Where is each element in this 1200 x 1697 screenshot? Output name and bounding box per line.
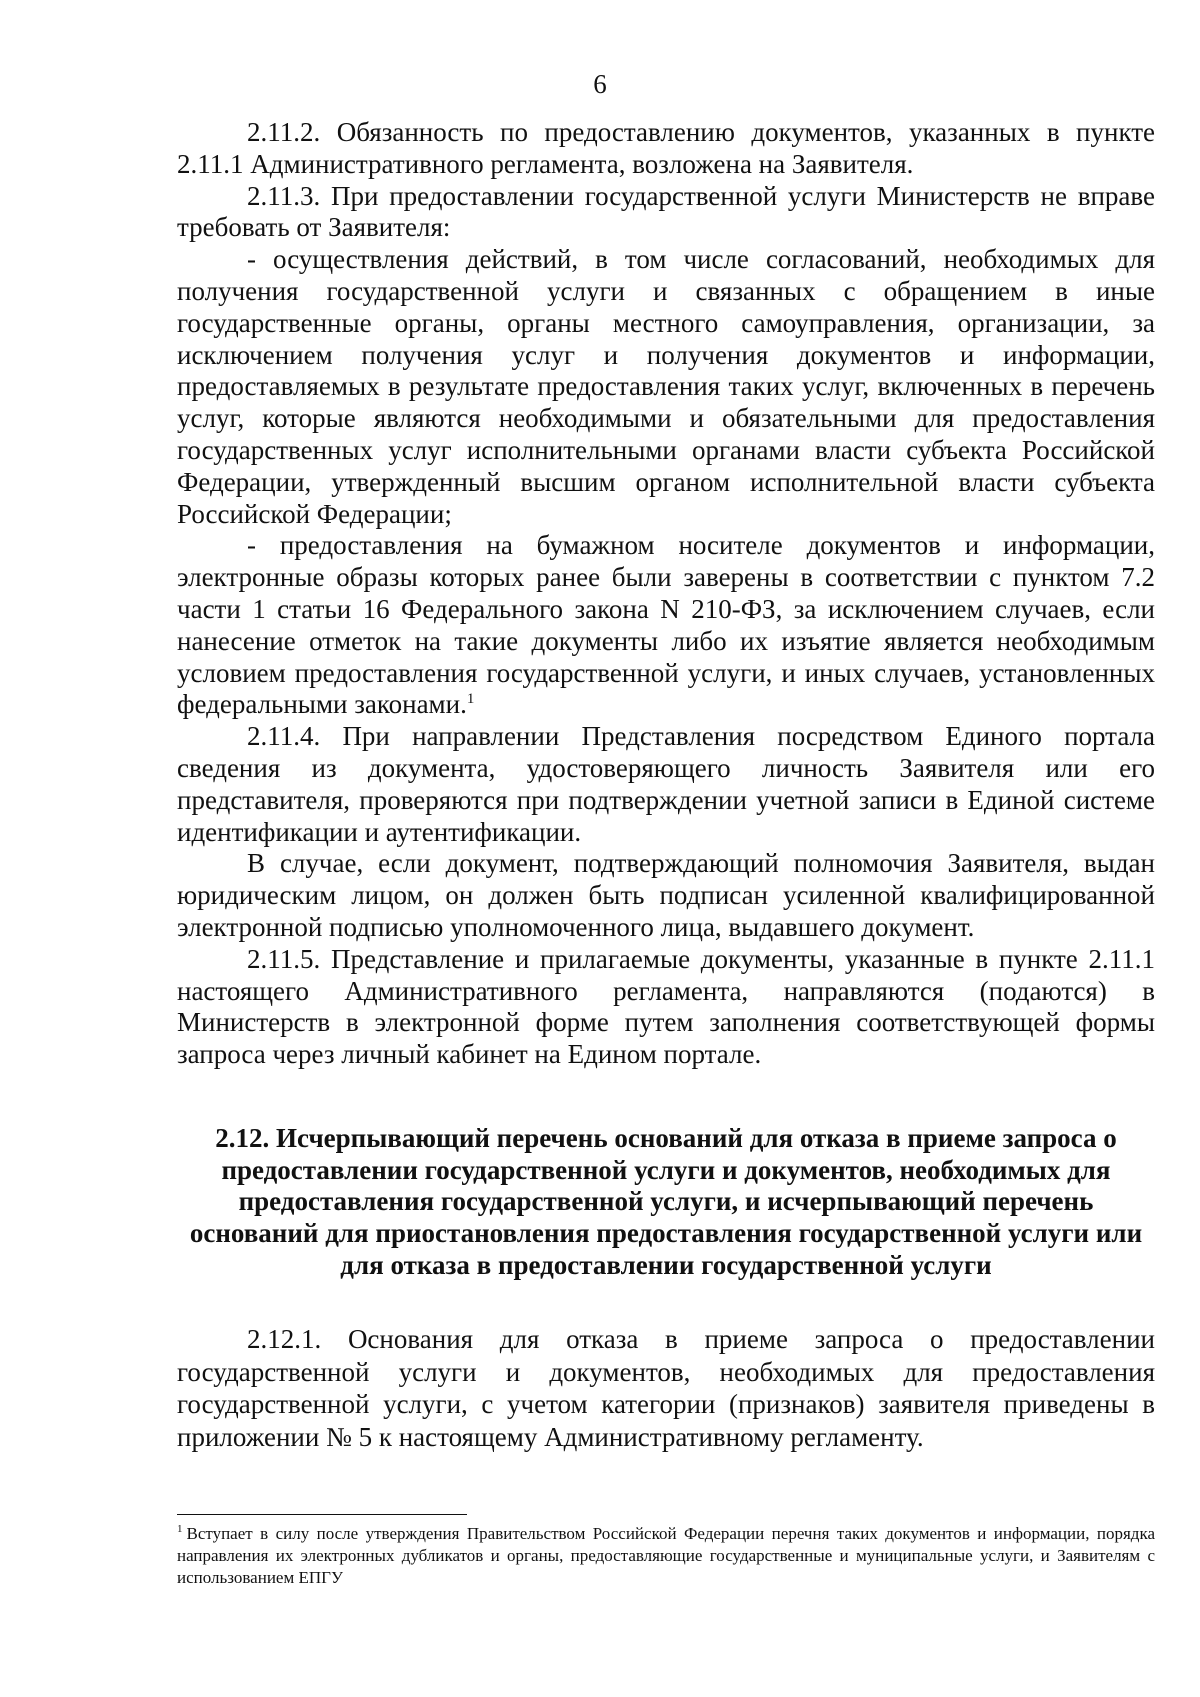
footnote-separator	[177, 1514, 467, 1515]
paragraph-2-11-4: 2.11.4. При направлении Представления посредством Единого портала сведения из документа, удостоверяющего личность Заявителя или его представителя, проверяются при подтверждении учетной записи в Единой системе идентификации и аутентификации.	[177, 721, 1155, 847]
footnote-text: Вступает в силу после утверждения Правительством Российской Федерации перечня таких документов и информации, порядка направления их электронных дубликатов и органы, предоставляющие государственные и муниципальные услуги, и Заявителям с использованием ЕПГУ	[177, 1524, 1155, 1587]
footnote	[177, 1523, 1155, 1589]
paragraph-2-11-3: 2.11.3. При предоставлении государственной услуги Министерств не вправе требовать от Заявителя:	[177, 180, 1155, 243]
section-2-12-heading: 2.12. Исчерпывающий перечень оснований для отказа в приеме запроса о предоставлении государственной услуги и документов, необходимых для предоставления государственной услуги, и исчерпывающий перечень оснований для приостановления предоставления государственной услуги или для отказа в предоставлении государственной услуги	[189, 1123, 1143, 1280]
page-number: 6	[593, 69, 607, 99]
section-2-12-body	[177, 1323, 1155, 1453]
list-item-paper-documents-text: - предоставления на бумажном носителе документов и информации, электронные образы которых ранее были заверены в соответствии с пунктом 7.2 части 1 статьи 16 Федерального закона N 210-ФЗ, за исключением случаев, если нанесение отметок на такие документы либо их изъятие является необходимым условием предоставления государственной услуги, и иных случаев, установленных федеральными законами.	[177, 530, 1155, 720]
section-2-11-body	[177, 117, 1155, 1071]
list-item-actions: - осуществления действий, в том числе согласований, необходимых для получения государственной услуги и связанных с обращением в иные государственные органы, органы местного самоуправления, организации, за исключением получения услуг и получения документов и информации, предоставляемых в результате предоставления таких услуг, включенных в перечень услуг, которые являются необходимыми и обязательными для предоставления государственных услуг исполнительными органами власти субъекта Российской Федерации, утвержденный высшим органом исполнительной власти субъекта Российской Федерации;	[177, 244, 1155, 529]
paragraph-2-11-2: 2.11.2. Обязанность по предоставлению документов, указанных в пункте 2.11.1 Административного регламента, возложена на Заявителя.	[177, 117, 1155, 179]
paragraph-2-12-1: 2.12.1. Основания для отказа в приеме запроса о предоставлении государственной услуги и документов, необходимых для предоставления государственной услуги, с учетом категории (признаков) заявителя приведены в приложении № 5 к настоящему Административному регламенту.	[177, 1324, 1155, 1452]
footnote-mark: 1	[177, 1523, 183, 1536]
paragraph-authority-document: В случае, если документ, подтверждающий полномочия Заявителя, выдан юридическим лицом, он должен быть подписан усиленной квалифицированной электронной подписью уполномоченного лица, выдавшего документ.	[177, 848, 1155, 942]
footnote-reference: 1	[466, 691, 475, 708]
list-item-paper-documents	[177, 530, 1155, 721]
paragraph-2-11-5: 2.11.5. Представление и прилагаемые документы, указанные в пункте 2.11.1 настоящего Административного регламента, направляются (подаются) в Министерств в электронной форме путем заполнения соответствующей формы запроса через личный кабинет на Едином портале.	[177, 943, 1155, 1070]
